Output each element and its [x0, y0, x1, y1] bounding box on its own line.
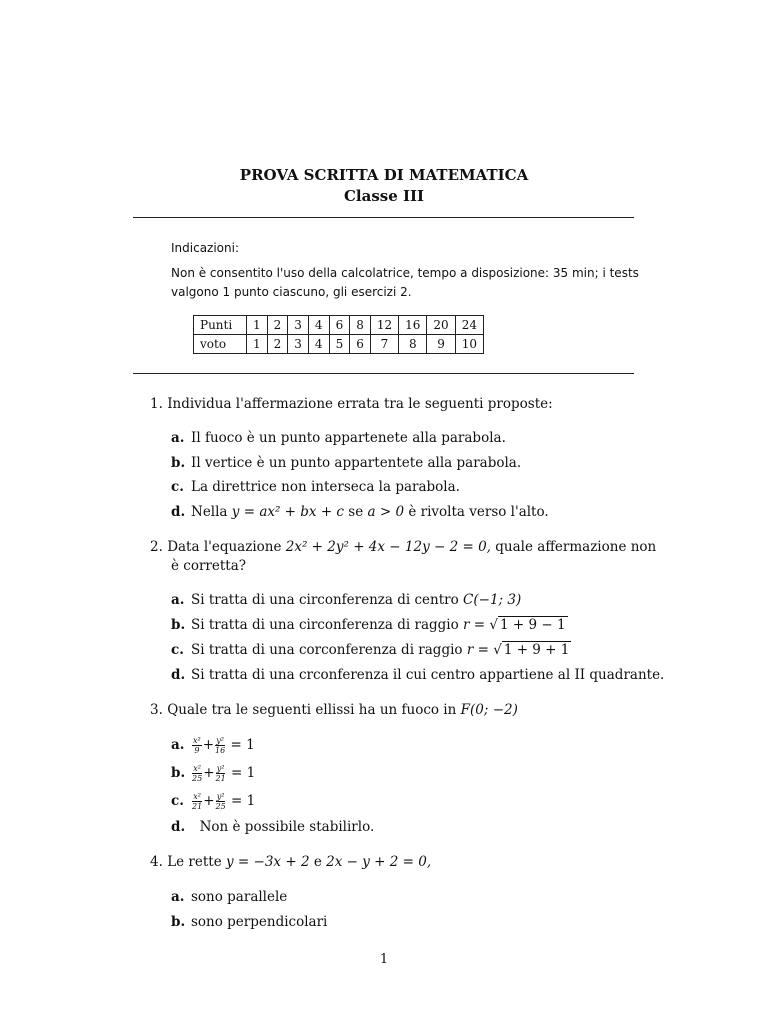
- grade-cell: 10: [455, 335, 483, 354]
- grade-cell: 6: [329, 316, 350, 335]
- fraction: [215, 736, 225, 755]
- question-2-option-b: b. Si tratta di una circonferenza di raggio r = √ 1 + 9 − 1: [171, 617, 566, 633]
- option-label: b.: [171, 455, 186, 471]
- math-expression: y = ax² + bx + c: [231, 504, 344, 520]
- fraction-denominator: 21: [215, 774, 226, 783]
- equals-one: = 1: [230, 765, 256, 781]
- option-text: Si tratta di una circonferenza di centro: [191, 592, 459, 608]
- fraction-numerator: x²: [193, 792, 201, 801]
- question-number: 4.: [150, 854, 163, 870]
- sqrt-radicand: 1 + 9 + 1: [503, 642, 570, 658]
- math-expression: y = −3x + 2: [226, 854, 310, 870]
- grade-cell: 4: [308, 335, 329, 354]
- fraction: [192, 736, 202, 755]
- question-3-option-b: [171, 764, 255, 783]
- grade-table-row-voto: [194, 335, 484, 354]
- grade-cell: 3: [288, 316, 309, 335]
- question-3-option-c: [171, 792, 255, 811]
- math-expression: r =: [466, 642, 494, 658]
- question-3-option-a: [171, 736, 255, 755]
- grade-cell: 16: [399, 316, 427, 335]
- equals-one: = 1: [230, 793, 256, 809]
- math-expression: F(0; −2): [460, 702, 518, 718]
- option-text: Il fuoco è un punto appartenete alla parabola.: [191, 430, 506, 446]
- plus-sign: +: [203, 793, 215, 809]
- plus-sign: +: [203, 765, 215, 781]
- question-3-option-d: [171, 819, 374, 835]
- option-text: Si tratta di una corconferenza di raggio: [191, 642, 463, 658]
- grade-cell: 1: [247, 335, 268, 354]
- question-1-option-a: [171, 430, 506, 446]
- option-label: d.: [171, 819, 186, 835]
- fraction-denominator: 21: [192, 802, 203, 811]
- option-label: a.: [171, 592, 185, 608]
- page-number: 1: [379, 952, 389, 967]
- option-text: sono parallele: [191, 889, 288, 905]
- fraction-denominator: 25: [215, 802, 226, 811]
- grade-cell: 1: [247, 316, 268, 335]
- question-2-option-d: [171, 667, 664, 683]
- question-number: 1.: [150, 396, 163, 412]
- grade-row-label: Punti: [194, 316, 247, 335]
- question-1-option-b: [171, 455, 521, 471]
- question-4-option-a: [171, 889, 287, 905]
- question-text: Data l'equazione: [167, 539, 282, 555]
- grade-table: [193, 315, 484, 354]
- fraction-numerator: y²: [216, 792, 225, 801]
- question-2-option-c: c. Si tratta di una corconferenza di raggio r = √ 1 + 9 + 1: [171, 642, 570, 658]
- option-label: b.: [171, 617, 186, 633]
- question-1-option-d: [171, 504, 549, 520]
- sqrt-radicand: 1 + 9 − 1: [500, 617, 566, 633]
- fraction: [216, 764, 226, 783]
- question-text: Individua l'affermazione errata tra le seguenti proposte:: [167, 396, 553, 412]
- option-label: c.: [171, 793, 184, 809]
- option-label: c.: [171, 642, 184, 658]
- fraction-denominator: 16: [215, 746, 226, 755]
- grade-cell: 2: [267, 316, 288, 335]
- question-text: Le rette: [167, 854, 222, 870]
- header-rule: [133, 217, 634, 218]
- instructions-heading: Indicazioni:: [171, 241, 240, 255]
- page-title: PROVA SCRITTA DI MATEMATICA: [239, 166, 529, 184]
- math-expression: 2x − y + 2 = 0,: [326, 854, 432, 870]
- option-text: Nella: [191, 504, 228, 520]
- math-expression: a > 0: [367, 504, 405, 520]
- option-text: sono perpendicolari: [191, 914, 328, 930]
- math-expression: C(−1; 3): [463, 592, 522, 608]
- grade-cell: 2: [267, 335, 288, 354]
- option-label: c.: [171, 479, 184, 495]
- grade-table-row-punti: [194, 316, 484, 335]
- question-text: e: [313, 854, 322, 870]
- fraction-numerator: x²: [193, 764, 201, 773]
- fraction: [216, 792, 226, 811]
- question-2-option-a: [171, 592, 521, 608]
- option-text: Non è possibile stabilirlo.: [199, 819, 375, 835]
- question-3: [150, 702, 518, 718]
- question-4-option-b: [171, 914, 327, 930]
- question-number: 2.: [150, 539, 163, 555]
- grade-cell: 20: [427, 316, 455, 335]
- option-text: se: [348, 504, 364, 520]
- question-number: 3.: [150, 702, 163, 718]
- question-1: [150, 396, 553, 412]
- question-2: [150, 539, 656, 555]
- instructions-line-1: Non è consentito l'uso della calcolatrice, tempo a disposizione: 35 min; i tests: [171, 266, 639, 280]
- question-1-option-c: [171, 479, 460, 495]
- option-label: b.: [171, 914, 186, 930]
- plus-sign: +: [202, 737, 215, 753]
- question-text: quale affermazione non: [495, 539, 657, 555]
- question-text: Quale tra le seguenti ellissi ha un fuoco in: [167, 702, 457, 718]
- grade-cell: 4: [308, 316, 329, 335]
- grade-cell: 12: [370, 316, 398, 335]
- option-text: Si tratta di una crconferenza il cui centro appartiene al II quadrante.: [191, 667, 665, 683]
- grade-cell: 9: [427, 335, 455, 354]
- fraction-denominator: 25: [192, 774, 203, 783]
- instructions-line-2: valgono 1 punto ciascuno, gli esercizi 2.: [171, 285, 412, 299]
- option-label: d.: [171, 504, 186, 520]
- grade-cell: 8: [350, 316, 371, 335]
- option-label: a.: [171, 737, 185, 753]
- question-4: [150, 854, 431, 870]
- option-text: Il vertice è un punto appartentete alla parabola.: [191, 455, 522, 471]
- grade-cell: 3: [288, 335, 309, 354]
- math-expression: 2x² + 2y² + 4x − 12y − 2 = 0,: [285, 539, 491, 555]
- page-subtitle: Classe III: [343, 187, 425, 205]
- option-text: è rivolta verso l'alto.: [408, 504, 549, 520]
- question-2-line-2: è corretta?: [171, 558, 247, 574]
- grade-row-label: voto: [194, 335, 247, 354]
- grade-cell: 24: [455, 316, 483, 335]
- option-label: d.: [171, 667, 186, 683]
- instructions-rule: [133, 373, 634, 374]
- fraction-numerator: x²: [193, 736, 201, 745]
- math-expression: r =: [463, 617, 490, 633]
- grade-cell: 6: [350, 335, 371, 354]
- fraction-denominator: 9: [194, 746, 200, 755]
- fraction-numerator: y²: [216, 764, 225, 773]
- option-label: a.: [171, 889, 185, 905]
- grade-cell: 5: [329, 335, 350, 354]
- option-text: Si tratta di una circonferenza di raggio: [191, 617, 459, 633]
- grade-cell: 7: [370, 335, 398, 354]
- fraction: [192, 792, 202, 811]
- fraction: [192, 764, 202, 783]
- option-text: La direttrice non interseca la parabola.: [191, 479, 460, 495]
- grade-cell: 8: [399, 335, 427, 354]
- option-label: a.: [171, 430, 185, 446]
- fraction-numerator: y²: [216, 736, 224, 745]
- equals-one: = 1: [230, 737, 255, 753]
- option-label: b.: [171, 765, 186, 781]
